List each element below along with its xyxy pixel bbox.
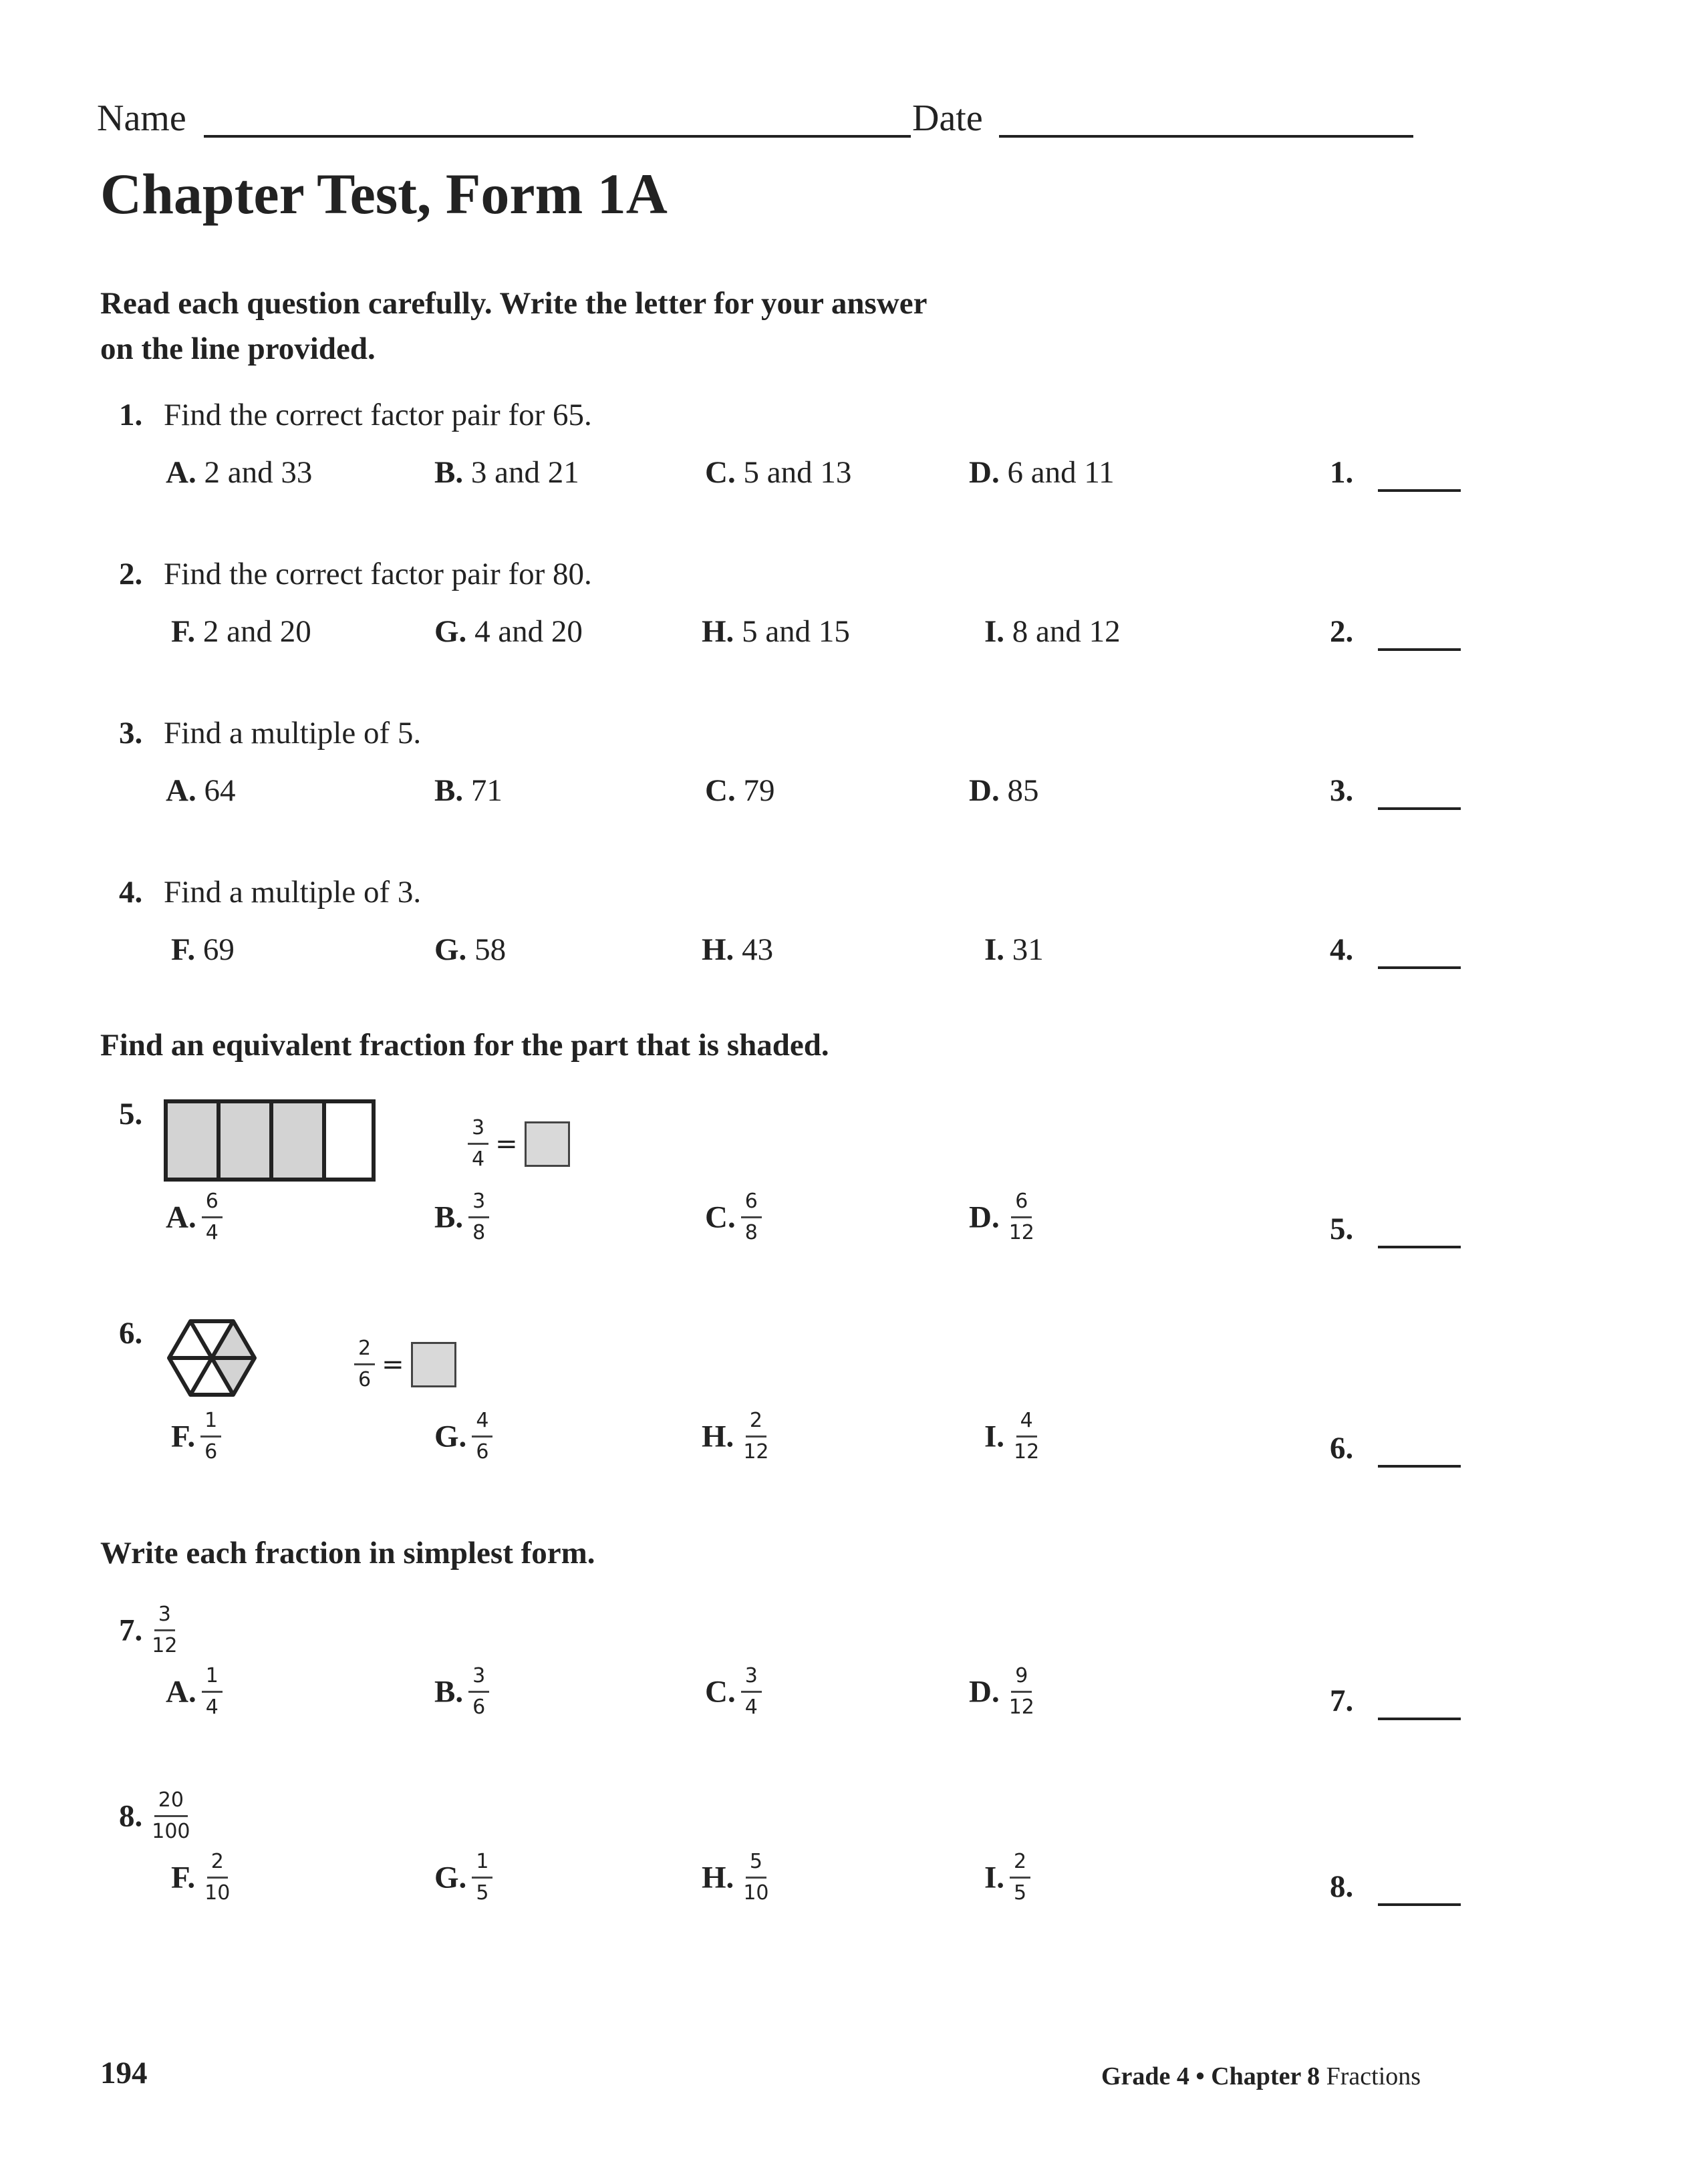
denominator: 6 bbox=[472, 1695, 486, 1719]
answer-line-5[interactable] bbox=[1378, 1246, 1461, 1248]
option-g[interactable] bbox=[434, 932, 506, 968]
numerator: 1 bbox=[472, 1850, 492, 1879]
option-fraction bbox=[739, 1409, 772, 1464]
denominator: 12 bbox=[743, 1440, 769, 1464]
denominator: 8 bbox=[744, 1221, 758, 1244]
option-c[interactable] bbox=[705, 454, 851, 491]
option-text: 85 bbox=[1007, 773, 1039, 808]
option-d[interactable] bbox=[969, 454, 1115, 491]
option-text: 71 bbox=[470, 773, 503, 808]
footer-chapter-info bbox=[1101, 2062, 1421, 2091]
option-letter: D. bbox=[969, 773, 1000, 808]
option-letter: C. bbox=[705, 455, 736, 490]
section-heading-simplest: Write each fraction in simplest form. bbox=[100, 1536, 595, 1571]
option-letter: A. bbox=[166, 455, 196, 490]
question-number: 8. bbox=[119, 1798, 143, 1834]
hexagon-model bbox=[162, 1315, 262, 1401]
bar-part-shaded bbox=[219, 1101, 271, 1180]
numerator: 3 bbox=[154, 1603, 175, 1631]
equation-fraction bbox=[354, 1337, 375, 1392]
option-letter: A. bbox=[166, 1674, 196, 1710]
option-c[interactable] bbox=[705, 1664, 762, 1720]
numerator: 2 bbox=[354, 1337, 375, 1365]
answer-box[interactable] bbox=[525, 1121, 570, 1167]
option-letter: B. bbox=[434, 1674, 464, 1710]
option-fraction bbox=[1010, 1850, 1030, 1905]
option-f[interactable] bbox=[171, 1409, 221, 1464]
answer-line-3[interactable] bbox=[1378, 807, 1461, 810]
answer-line-6[interactable] bbox=[1378, 1465, 1461, 1468]
bar-part-unshaded bbox=[324, 1101, 374, 1180]
question-fraction bbox=[148, 1788, 194, 1844]
option-letter: F. bbox=[171, 1419, 196, 1454]
option-fraction bbox=[472, 1850, 492, 1905]
option-g[interactable] bbox=[434, 1409, 492, 1464]
numerator: 2 bbox=[746, 1409, 766, 1438]
option-i[interactable] bbox=[984, 932, 1044, 968]
answer-label: 5. bbox=[1330, 1212, 1354, 1246]
answer-label: 2. bbox=[1330, 614, 1354, 649]
answer-label: 7. bbox=[1330, 1683, 1354, 1718]
denominator: 6 bbox=[476, 1440, 489, 1464]
option-b[interactable] bbox=[434, 454, 579, 491]
denominator: 12 bbox=[1014, 1440, 1040, 1464]
option-text: 5 and 13 bbox=[743, 455, 852, 490]
option-letter: B. bbox=[434, 773, 464, 808]
question-number: 2. bbox=[119, 557, 143, 591]
option-letter: H. bbox=[702, 1860, 734, 1895]
option-letter: C. bbox=[705, 1200, 736, 1235]
option-text: 64 bbox=[204, 773, 236, 808]
option-f[interactable] bbox=[171, 932, 235, 968]
question-number: 6. bbox=[119, 1316, 143, 1351]
numerator: 6 bbox=[1011, 1190, 1032, 1218]
option-fraction bbox=[468, 1664, 489, 1720]
denominator: 5 bbox=[476, 1881, 489, 1905]
option-d[interactable] bbox=[969, 773, 1038, 809]
option-text: 6 and 11 bbox=[1007, 455, 1115, 490]
numerator: 3 bbox=[468, 1116, 488, 1145]
option-text: 2 and 20 bbox=[202, 614, 311, 649]
option-fraction bbox=[200, 1850, 234, 1905]
answer-label: 8. bbox=[1330, 1869, 1354, 1904]
page-title: Chapter Test, Form 1A bbox=[100, 162, 668, 226]
equivalence-equation bbox=[468, 1116, 570, 1172]
option-fraction bbox=[202, 1190, 223, 1245]
denominator: 12 bbox=[152, 1634, 178, 1657]
question-number: 5. bbox=[119, 1097, 143, 1131]
option-h[interactable] bbox=[702, 932, 773, 968]
numerator: 20 bbox=[154, 1788, 188, 1817]
option-letter: H. bbox=[702, 1419, 734, 1454]
option-a[interactable] bbox=[166, 773, 235, 809]
option-letter: C. bbox=[705, 1674, 736, 1710]
option-i[interactable] bbox=[984, 613, 1121, 650]
option-text: 31 bbox=[1012, 932, 1044, 967]
question-number: 7. bbox=[119, 1613, 143, 1648]
numerator: 4 bbox=[472, 1409, 492, 1438]
denominator: 12 bbox=[1008, 1695, 1034, 1719]
option-letter: I. bbox=[984, 1419, 1005, 1454]
question-fraction bbox=[148, 1603, 181, 1658]
question-number: 4. bbox=[119, 875, 143, 910]
denominator: 4 bbox=[744, 1695, 758, 1719]
date-label: Date bbox=[912, 98, 983, 139]
name-label: Name bbox=[97, 98, 186, 139]
option-letter: H. bbox=[702, 932, 734, 967]
equation-fraction bbox=[468, 1116, 488, 1172]
option-fraction bbox=[739, 1850, 772, 1905]
instructions bbox=[100, 281, 928, 372]
denominator: 10 bbox=[204, 1881, 231, 1905]
section-heading-equivalent: Find an equivalent fraction for the part that is shaded. bbox=[100, 1028, 829, 1063]
option-f[interactable] bbox=[171, 613, 311, 650]
answer-line-2[interactable] bbox=[1378, 648, 1461, 651]
option-a[interactable] bbox=[166, 454, 312, 491]
option-fraction bbox=[468, 1190, 489, 1245]
option-h[interactable] bbox=[702, 1850, 773, 1905]
numerator: 6 bbox=[202, 1190, 223, 1218]
option-letter: B. bbox=[434, 1200, 464, 1235]
option-fraction bbox=[200, 1409, 221, 1464]
hexagon-part-shaded bbox=[212, 1358, 255, 1395]
option-letter: G. bbox=[434, 1860, 467, 1895]
bar-part-shaded bbox=[166, 1101, 219, 1180]
denominator: 8 bbox=[472, 1221, 486, 1244]
question-text: Find the correct factor pair for 65. bbox=[164, 398, 592, 432]
option-fraction bbox=[741, 1664, 762, 1720]
name-field-line[interactable] bbox=[204, 135, 911, 138]
date-field-line[interactable] bbox=[999, 135, 1413, 138]
denominator: 4 bbox=[205, 1695, 219, 1719]
answer-label: 4. bbox=[1330, 932, 1354, 967]
answer-box[interactable] bbox=[411, 1342, 456, 1387]
numerator: 6 bbox=[741, 1190, 762, 1218]
denominator: 10 bbox=[743, 1881, 769, 1905]
option-c[interactable] bbox=[705, 773, 774, 809]
numerator: 9 bbox=[1011, 1664, 1032, 1693]
option-letter: G. bbox=[434, 1419, 467, 1454]
answer-label: 3. bbox=[1330, 773, 1354, 808]
option-letter: B. bbox=[434, 455, 464, 490]
option-letter: C. bbox=[705, 773, 736, 808]
fraction-bar-model bbox=[164, 1099, 378, 1186]
option-letter: G. bbox=[434, 614, 467, 649]
answer-label: 1. bbox=[1330, 455, 1354, 490]
option-text: 2 and 33 bbox=[204, 455, 313, 490]
page-number: 194 bbox=[100, 2056, 148, 2090]
option-g[interactable] bbox=[434, 613, 583, 650]
numerator: 5 bbox=[746, 1850, 766, 1879]
numerator: 2 bbox=[1010, 1850, 1030, 1879]
denominator: 100 bbox=[152, 1820, 190, 1843]
question-number: 1. bbox=[119, 398, 143, 432]
option-fraction bbox=[1010, 1409, 1043, 1464]
option-letter: I. bbox=[984, 614, 1005, 649]
option-b[interactable] bbox=[434, 1664, 489, 1720]
numerator: 1 bbox=[200, 1409, 221, 1438]
footer-grade-chapter: Grade 4 • Chapter 8 bbox=[1101, 2062, 1320, 2090]
denominator: 4 bbox=[205, 1221, 219, 1244]
denominator: 5 bbox=[1014, 1881, 1027, 1905]
option-letter: I. bbox=[984, 932, 1005, 967]
option-fraction bbox=[741, 1190, 762, 1245]
numerator: 3 bbox=[468, 1190, 489, 1218]
option-i[interactable] bbox=[984, 1409, 1043, 1464]
denominator: 6 bbox=[358, 1368, 372, 1391]
option-text: 3 and 21 bbox=[470, 455, 579, 490]
answer-label: 6. bbox=[1330, 1431, 1354, 1466]
denominator: 6 bbox=[204, 1440, 218, 1464]
option-i[interactable] bbox=[984, 1850, 1030, 1905]
answer-line-8[interactable] bbox=[1378, 1903, 1461, 1906]
option-letter: G. bbox=[434, 932, 467, 967]
question-number: 3. bbox=[119, 716, 143, 750]
answer-line-1[interactable] bbox=[1378, 489, 1461, 492]
footer-topic: Fractions bbox=[1326, 2062, 1421, 2090]
option-d[interactable] bbox=[969, 1190, 1038, 1245]
option-text: 8 and 12 bbox=[1012, 614, 1121, 649]
option-letter: A. bbox=[166, 1200, 196, 1235]
hexagon-part-shaded bbox=[212, 1321, 255, 1358]
answer-line-4[interactable] bbox=[1378, 966, 1461, 969]
option-text: 58 bbox=[474, 932, 507, 967]
option-fraction bbox=[472, 1409, 492, 1464]
numerator: 4 bbox=[1016, 1409, 1037, 1438]
numerator: 3 bbox=[468, 1664, 489, 1693]
numerator: 3 bbox=[741, 1664, 762, 1693]
question-text: Find a multiple of 3. bbox=[164, 875, 422, 910]
option-g[interactable] bbox=[434, 1850, 492, 1905]
bar-part-shaded bbox=[271, 1101, 324, 1180]
option-b[interactable] bbox=[434, 773, 503, 809]
option-f[interactable] bbox=[171, 1850, 234, 1905]
numerator: 2 bbox=[207, 1850, 228, 1879]
option-a[interactable] bbox=[166, 1664, 223, 1720]
question-prompt bbox=[119, 1788, 194, 1844]
question-prompt bbox=[119, 1603, 181, 1658]
option-letter: A. bbox=[166, 773, 196, 808]
option-text: 4 and 20 bbox=[474, 614, 583, 649]
option-letter: F. bbox=[171, 932, 196, 967]
option-c[interactable] bbox=[705, 1190, 762, 1245]
option-letter: H. bbox=[702, 614, 734, 649]
question-text: Find a multiple of 5. bbox=[164, 716, 422, 750]
equals-sign: = bbox=[495, 1128, 518, 1159]
option-h[interactable] bbox=[702, 613, 850, 650]
option-h[interactable] bbox=[702, 1409, 773, 1464]
instructions-line-1: Read each question carefully. Write the letter for your answer bbox=[100, 286, 928, 321]
option-text: 69 bbox=[202, 932, 235, 967]
option-fraction bbox=[1005, 1664, 1038, 1720]
equivalence-equation bbox=[354, 1337, 456, 1392]
option-a[interactable] bbox=[166, 1190, 223, 1245]
question-text: Find the correct factor pair for 80. bbox=[164, 557, 592, 591]
option-fraction bbox=[202, 1664, 223, 1720]
option-letter: D. bbox=[969, 1200, 1000, 1235]
instructions-line-2: on the line provided. bbox=[100, 331, 376, 366]
option-d[interactable] bbox=[969, 1664, 1038, 1720]
option-b[interactable] bbox=[434, 1190, 489, 1245]
denominator: 4 bbox=[472, 1147, 485, 1171]
denominator: 12 bbox=[1008, 1221, 1034, 1244]
option-letter: I. bbox=[984, 1860, 1005, 1895]
option-letter: D. bbox=[969, 1674, 1000, 1710]
option-text: 5 and 15 bbox=[742, 614, 850, 649]
equals-sign: = bbox=[382, 1349, 404, 1380]
option-fraction bbox=[1005, 1190, 1038, 1245]
option-letter: F. bbox=[171, 614, 196, 649]
answer-line-7[interactable] bbox=[1378, 1718, 1461, 1720]
option-text: 79 bbox=[743, 773, 775, 808]
option-text: 43 bbox=[742, 932, 774, 967]
numerator: 1 bbox=[202, 1664, 223, 1693]
option-letter: F. bbox=[171, 1860, 196, 1895]
option-letter: D. bbox=[969, 455, 1000, 490]
